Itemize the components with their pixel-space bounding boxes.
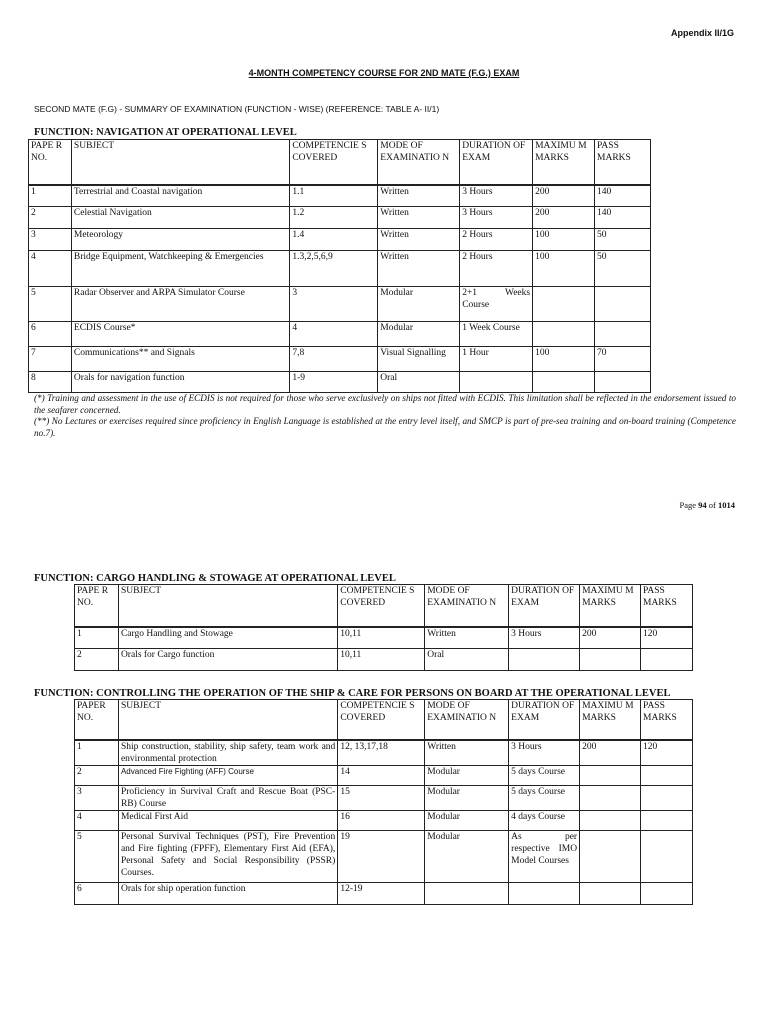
table-cell: 100 [533,347,595,372]
table-cell: 2 [75,649,119,671]
table-cell: Advanced Fire Fighting (AFF) Course [118,766,337,786]
page-current: 94 [698,500,707,510]
table-cell: 200 [533,185,595,207]
table-cell: 3 Hours [460,207,533,229]
column-header: PAPER NO. [75,700,119,740]
table-cell: 1.3,2,5,6,9 [290,251,378,287]
table-cell: 140 [595,185,651,207]
table-cell: As per respective IMO Model Courses [509,831,580,883]
column-header: SUBJECT [118,700,337,740]
column-header: MAXIMU M MARKS [580,585,641,627]
column-header: SUBJECT [118,585,337,627]
table-header-row [29,140,651,185]
table-row [29,229,651,251]
table-cell: 1.4 [290,229,378,251]
table-cell: 120 [641,740,693,766]
column-header: PASS MARKS [641,585,693,627]
table-cell [641,766,693,786]
table-cell: Written [425,627,509,649]
table-cell: 1.2 [290,207,378,229]
table-cell: 1 [29,185,72,207]
ship-operation-function-heading: FUNCTION: CONTROLLING THE OPERATION OF THE SHIP & CARE FOR PERSONS ON BOARD AT THE OPERATIONAL LEVEL [34,688,671,699]
appendix-label: Appendix II/1G [670,28,734,38]
table-cell [641,786,693,811]
page-prefix: Page [679,500,697,510]
table-cell: Orals for navigation function [71,372,289,393]
footnotes [34,393,736,439]
table-cell: 3 Hours [509,740,580,766]
table-cell: 12, 13,17,18 [338,740,425,766]
column-header: MAXIMU M MARKS [580,700,641,740]
column-header: MAXIMU M MARKS [533,140,595,185]
page-of: of [708,500,716,510]
table-cell [595,287,651,322]
column-header: COMPETENCIE S COVERED [338,585,425,627]
table-cell [595,322,651,347]
table-cell [509,649,580,671]
cargo-table [74,584,693,671]
column-header: MODE OF EXAMINATIO N [378,140,460,185]
table-cell: Communications** and Signals [71,347,289,372]
navigation-function-heading: FUNCTION: NAVIGATION AT OPERATIONAL LEVEL [34,127,297,138]
table-row [29,251,651,287]
table-cell: 5 [29,287,72,322]
table-cell: Visual Signalling [378,347,460,372]
table-row [75,649,693,671]
table-cell: 140 [595,207,651,229]
table-cell [460,372,533,393]
table-cell: Celestial Navigation [71,207,289,229]
table-cell: 7 [29,347,72,372]
table-header-row [75,700,693,740]
table-cell: Modular [425,811,509,831]
table-cell: 100 [533,229,595,251]
table-cell: 3 [75,786,119,811]
course-title: 4-MONTH COMPETENCY COURSE FOR 2ND MATE (F.G.) EXAM [248,68,520,78]
table-cell: 10,11 [338,649,425,671]
table-cell: 16 [338,811,425,831]
column-header: MODE OF EXAMINATIO N [425,700,509,740]
table-cell: 50 [595,251,651,287]
table-cell: Ship construction, stability, ship safety, team work and environmental protection [118,740,337,766]
table-cell [580,766,641,786]
table-cell: Written [378,251,460,287]
table-cell: 5 days Course [509,786,580,811]
table-cell [533,287,595,322]
table-cell: Orals for Cargo function [118,649,337,671]
table-cell: 2 [29,207,72,229]
table-cell: Written [378,229,460,251]
table-cell: 4 [75,811,119,831]
table-cell: Written [425,740,509,766]
column-header: COMPETENCIE S COVERED [290,140,378,185]
footnote-communications: (**) No Lectures or exercises required since proficiency in English Language is established at the entry level itself, and SMCP is part of pre-sea training and on-board training (Competence no.7). [34,416,736,438]
column-header: PASS MARKS [641,700,693,740]
table-cell: Personal Survival Techniques (PST), Fire Prevention and Fire fighting (FPFF), Elementary First Aid (EFA), Personal Safety and Social Responsibility (PSSR) Courses. [118,831,337,883]
table-cell: 1 Hour [460,347,533,372]
table-cell: 10,11 [338,627,425,649]
table-row [29,372,651,393]
table-cell [580,883,641,905]
table-cell: 70 [595,347,651,372]
table-row [75,883,693,905]
ship-operation-table [74,699,693,905]
table-cell: Written [378,185,460,207]
table-cell: Terrestrial and Coastal navigation [71,185,289,207]
table-cell: Meteorology [71,229,289,251]
table-cell [425,883,509,905]
column-header: DURATION OF EXAM [509,585,580,627]
navigation-table [28,139,651,393]
table-cell: 1 [75,740,119,766]
table-cell: Oral [425,649,509,671]
table-cell: 6 [29,322,72,347]
table-cell: 4 days Course [509,811,580,831]
table-cell: 8 [29,372,72,393]
table-cell: 50 [595,229,651,251]
table-cell: Modular [378,322,460,347]
table-cell: Cargo Handling and Stowage [118,627,337,649]
column-header: PASS MARKS [595,140,651,185]
table-row [29,322,651,347]
table-cell: 1 [75,627,119,649]
page-total: 1014 [718,500,735,510]
table-cell [533,322,595,347]
table-cell: 2+1 Weeks Course [460,287,533,322]
table-cell: 7,8 [290,347,378,372]
table-cell: 6 [75,883,119,905]
table-row [75,627,693,649]
column-header: DURATION OF EXAM [509,700,580,740]
table-cell: 4 [29,251,72,287]
table-cell [580,811,641,831]
column-header: PAPE R NO. [75,585,119,627]
table-cell: 120 [641,627,693,649]
table-row [29,207,651,229]
table-cell: Modular [425,786,509,811]
table-cell: Modular [425,831,509,883]
table-cell: Modular [425,766,509,786]
footnote-ecdis: (*) Training and assessment in the use of ECDIS is not required for those who serve exclusively on ships not fitted with ECDIS. This limitation shall be reflected in the endorsement issued to the seafarer concerned. [34,393,736,415]
cargo-function-heading: FUNCTION: CARGO HANDLING & STOWAGE AT OPERATIONAL LEVEL [34,573,396,584]
table-cell: 14 [338,766,425,786]
table-cell: 19 [338,831,425,883]
table-cell: 200 [580,627,641,649]
table-cell [641,831,693,883]
table-cell: Bridge Equipment, Watchkeeping & Emergencies [71,251,289,287]
table-row [75,786,693,811]
page-number [680,500,736,510]
table-row [75,811,693,831]
table-cell: 3 [29,229,72,251]
table-cell: 3 [290,287,378,322]
table-cell: 12-19 [338,883,425,905]
table-cell [641,883,693,905]
table-cell: 2 [75,766,119,786]
table-cell: 3 Hours [460,185,533,207]
table-cell: 200 [580,740,641,766]
table-cell [641,649,693,671]
column-header: DURATION OF EXAM [460,140,533,185]
table-row [29,185,651,207]
table-header-row [75,585,693,627]
table-cell: 2 Hours [460,229,533,251]
column-header: SUBJECT [71,140,289,185]
table-row [75,740,693,766]
table-cell [641,811,693,831]
table-cell: 2 Hours [460,251,533,287]
table-cell: Modular [378,287,460,322]
table-cell: 100 [533,251,595,287]
column-header: MODE OF EXAMINATIO N [425,585,509,627]
table-cell [595,372,651,393]
table-cell: 200 [533,207,595,229]
table-cell: ECDIS Course* [71,322,289,347]
table-row [29,347,651,372]
summary-title: SECOND MATE (F.G) - SUMMARY OF EXAMINATION (FUNCTION - WISE) (REFERENCE: TABLE A- II/1) [34,104,440,114]
table-row [75,766,693,786]
table-cell: 3 Hours [509,627,580,649]
table-cell: 4 [290,322,378,347]
table-cell: 1 Week Course [460,322,533,347]
table-cell: Radar Observer and ARPA Simulator Course [71,287,289,322]
table-cell [580,786,641,811]
table-cell: Orals for ship operation function [118,883,337,905]
table-cell [580,649,641,671]
table-cell [509,883,580,905]
table-row [75,831,693,883]
table-cell [580,831,641,883]
table-cell: Oral [378,372,460,393]
table-cell: 15 [338,786,425,811]
table-cell: 5 days Course [509,766,580,786]
table-cell: 1.1 [290,185,378,207]
table-cell [533,372,595,393]
table-cell: Medical First Aid [118,811,337,831]
table-cell: Proficiency in Survival Craft and Rescue Boat (PSC-RB) Course [118,786,337,811]
table-row [29,287,651,322]
table-cell: 1-9 [290,372,378,393]
table-cell: Written [378,207,460,229]
column-header: COMPETENCIE S COVERED [338,700,425,740]
column-header: PAPE R NO. [29,140,72,185]
table-cell: 5 [75,831,119,883]
